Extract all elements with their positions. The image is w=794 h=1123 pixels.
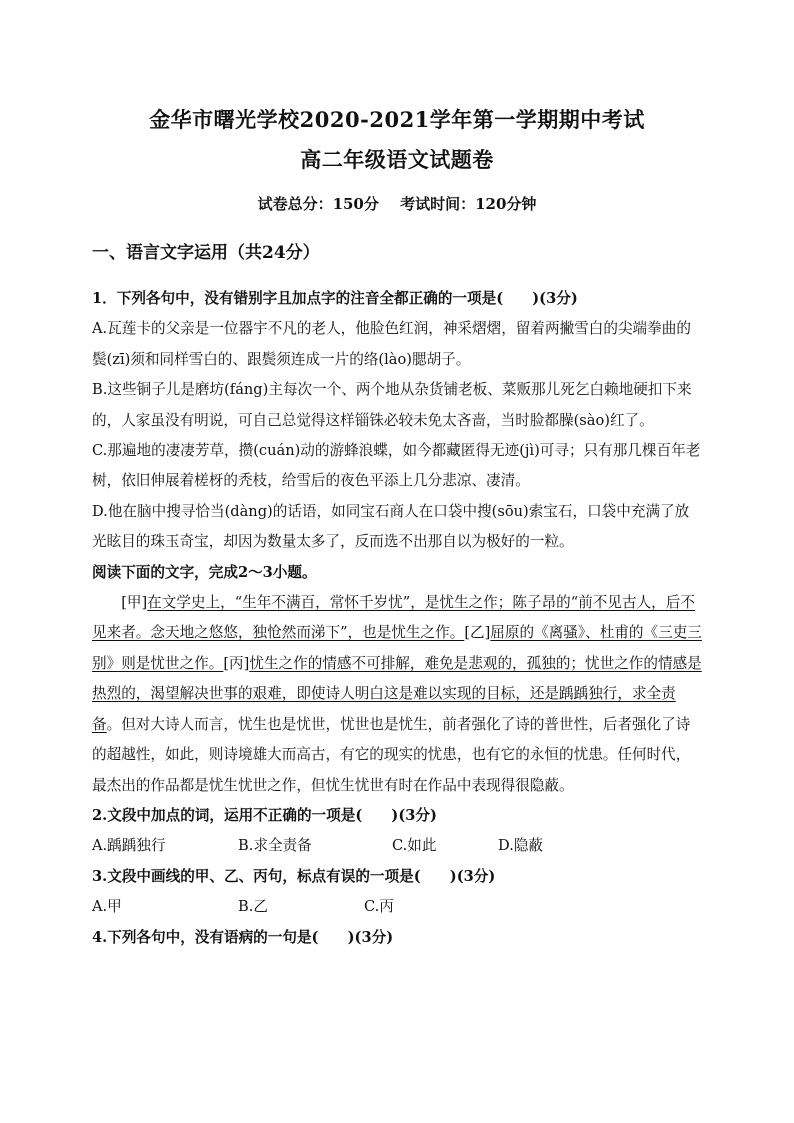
- question-2-option-a: A.踽踽独行: [92, 837, 166, 855]
- passage-rest: 。但对大诗人而言，忧生也是忧世，忧世也是忧生，前者强化了诗的普世性，后者强化了诗的超越性，如此，则诗境雄大而高古，有它的现实的忧患，也有它的永恒的忧患。任何时代，最杰出的作品都是忧生忧世之作，但忧生忧世有时在作品中表现得很隐蔽。: [92, 715, 691, 794]
- question-1-option-d: D.他在脑中搜寻恰当(dàng)的话语，如同宝石商人在口袋中搜(sōu)索宝石，口袋中充满了放光眩目的珠玉奇宝，却因为数量太多了，反而选不出那自以为极好的一粒。: [92, 502, 690, 551]
- reading-instruction: 阅读下面的文字，完成2～3小题。: [92, 563, 317, 581]
- question-2-option-d: D.隐蔽: [498, 837, 544, 855]
- reading-passage: [92, 588, 702, 801]
- question-2-stem: 2.文段中加点的词，运用不正确的一项是( )(3分): [92, 806, 437, 824]
- question-2-option-c: C.如此: [392, 837, 437, 855]
- question-1-stem: 1．下列各句中，没有错别字且加点字的注音全都正确的一项是( )(3分): [92, 290, 578, 307]
- label-yi: [乙]: [464, 624, 491, 642]
- exam-subtitle: 高二年级语文试题卷: [300, 147, 494, 172]
- question-1-option-a: A.瓦莲卡的父亲是一位器宇不凡的老人，他脸色红润，神采熠熠，留着两撇雪白的尖端拳曲的鬓(zī)须和同样雪白的、跟鬓须连成一片的络(lào)腮胡子。: [92, 320, 691, 368]
- question-1-option-b: B.这些铜子儿是磨坊(fáng)主每次一个、两个地从杂货铺老板、菜贩那儿死乞白赖地硬扣下来的，人家虽没有明说，可自己总觉得这样锱铢必较未免太吝啬，当时脸都臊(sào)红了。: [92, 381, 692, 429]
- question-3-stem: 3.文段中画线的甲、乙、丙句，标点有误的一项是( )(3分): [92, 867, 496, 885]
- question-2-option-b: B.求全责备: [238, 837, 312, 855]
- exam-title: 金华市曙光学校2020-2021学年第一学期期中考试: [149, 107, 645, 132]
- question-content: [92, 284, 702, 953]
- question-1-option-c: C.那遍地的凄凄芳草，攒(cuán)动的游蜂浪蝶，如今都藏匿得无迹(jì)可寻；只有那几棵百年老树，依旧伸展着槎枒的秃枝，给雪后的夜色平添上几分悲凉、凄清。: [92, 442, 701, 490]
- question-3-option-c: C.丙: [364, 898, 394, 916]
- question-4-stem: 4.下列各句中，没有语病的一句是( )(3分): [92, 928, 394, 946]
- label-bing: [丙]: [223, 654, 250, 672]
- sentence-yi: 屈原的《离骚》、杜甫的《三吏三别》则是忧世之作。: [92, 624, 702, 672]
- question-3-options: [92, 892, 702, 922]
- exam-time: 考试时间：120分钟: [400, 195, 537, 213]
- sentence-bing: 忧生之作的情感不可排解，难免是悲观的，孤独的；忧世之作的情感是热烈的，渴望解决世事的艰难，即使诗人明白这是难以实现的目标，还是踽踽独行，求全责备: [92, 654, 702, 733]
- question-2-options: [92, 831, 702, 861]
- sentence-jia: 在文学史上，“生年不满百，常怀千岁忧”，是忧生之作；陈子昂的“前不见古人，后不见来者。念天地之悠悠，独怆然而涕下”，也是忧生之作。: [92, 594, 695, 642]
- exam-meta: [0, 193, 794, 214]
- total-score: 试卷总分：150分: [257, 195, 379, 213]
- section-heading: 一、语言文字运用（共24分）: [92, 243, 320, 263]
- question-3-option-b: B.乙: [238, 898, 268, 916]
- question-3-option-a: A.甲: [92, 898, 122, 916]
- label-jia: [甲]: [121, 594, 148, 612]
